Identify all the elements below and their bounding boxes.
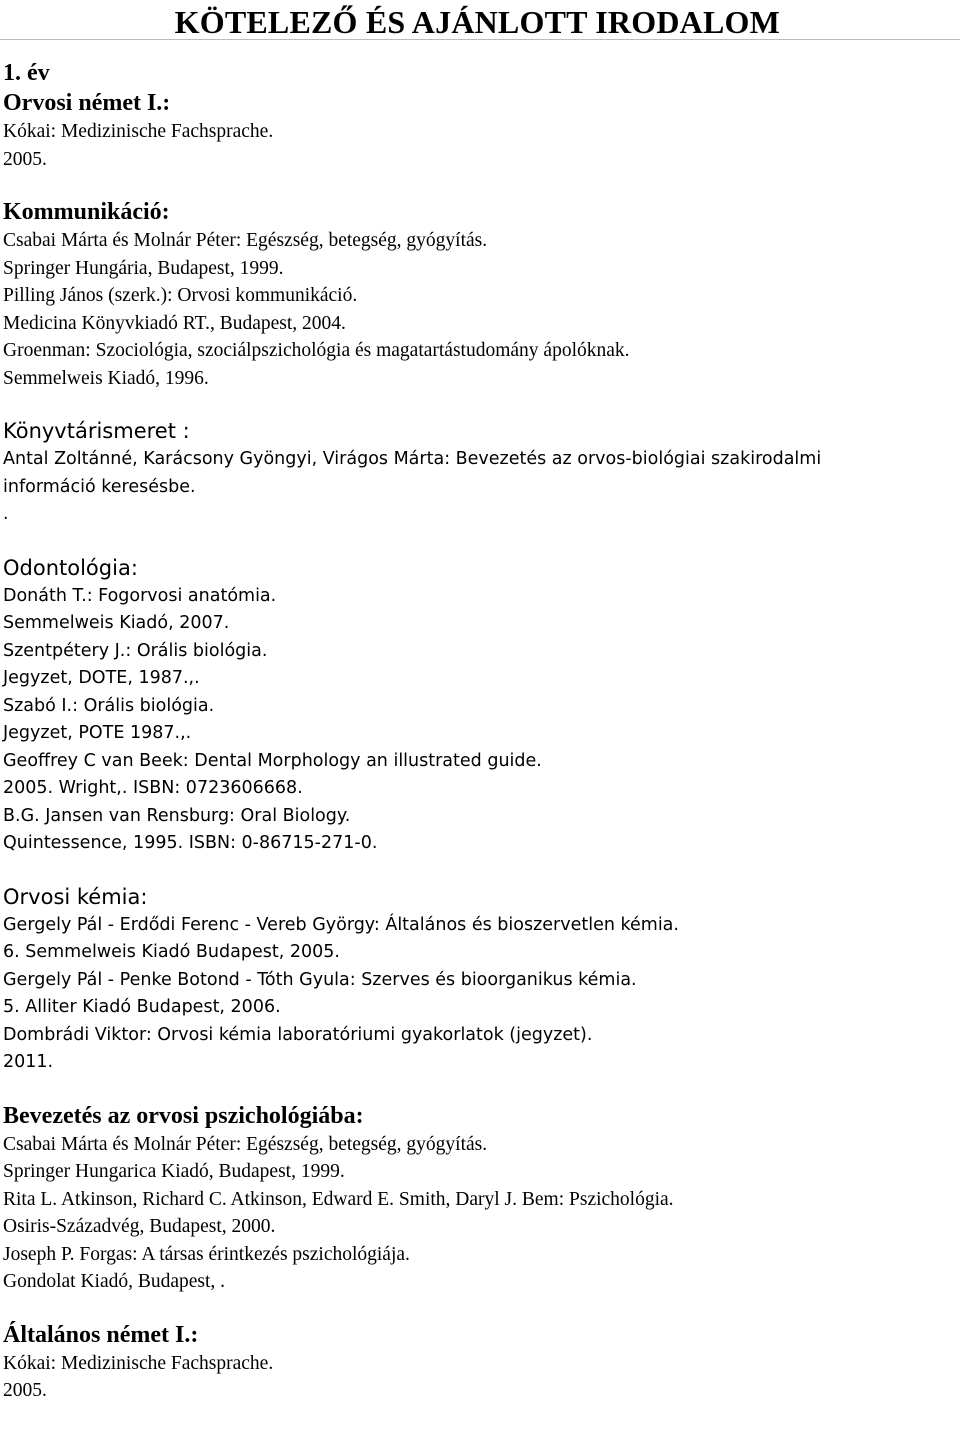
reference-line: 6. Semmelweis Kiadó Budapest, 2005. xyxy=(3,942,340,962)
reference-line: információ keresésbe. xyxy=(3,476,196,497)
reference-line: Jegyzet, DOTE, 1987.,. xyxy=(3,668,200,688)
reference-line: 2011. xyxy=(3,1052,54,1072)
document-title: KÖTELEZŐ ÉS AJÁNLOTT IRODALOM xyxy=(174,4,780,40)
section-heading: Orvosi német I.: xyxy=(3,90,171,116)
year-label: 1. év xyxy=(3,60,50,86)
reference-line: Szabó I.: Orális biológia. xyxy=(3,695,215,716)
sections-container xyxy=(3,88,953,1405)
reference-line: Quintessence, 1995. ISBN: 0-86715-271-0. xyxy=(3,833,378,853)
section-heading: Orvosi kémia: xyxy=(3,884,148,909)
reference-line: Csabai Márta és Molnár Péter: Egészség, betegség, gyógyítás. xyxy=(3,230,488,251)
section-gap xyxy=(3,529,953,553)
reference-line: Dombrádi Viktor: Orvosi kémia laboratóriumi gyakorlatok (jegyzet). xyxy=(3,1024,593,1045)
reference-line: Antal Zoltánné, Karácsony Gyöngyi, Virágos Márta: Bevezetés az orvos-biológiai szakirodalmi xyxy=(3,449,822,469)
reference-line: Rita L. Atkinson, Richard C. Atkinson, Edward E. Smith, Daryl J. Bem: Pszichológia. xyxy=(3,1188,674,1210)
reference-line: Osiris-Századvég, Budapest, 2000. xyxy=(3,1216,276,1237)
reference-line: Szentpétery J.: Orális biológia. xyxy=(3,640,268,661)
reference-line: Kókai: Medizinische Fachsprache. xyxy=(3,1352,274,1374)
section-gap xyxy=(3,173,953,197)
reference-line: Geoffrey C van Beek: Dental Morphology an illustrated guide. xyxy=(3,750,542,771)
reference-line: 2005. xyxy=(3,148,47,170)
section xyxy=(3,197,953,392)
document-body xyxy=(3,58,953,1405)
reference-line: Medicina Könyvkiadó RT., Budapest, 2004. xyxy=(3,312,346,334)
section-gap xyxy=(3,392,953,416)
section-heading: Bevezetés az orvosi pszichológiába: xyxy=(3,1102,364,1129)
reference-line: Springer Hungária, Budapest, 1999. xyxy=(3,257,284,279)
reference-line: Donáth T.: Fogorvosi anatómia. xyxy=(3,585,277,606)
section xyxy=(3,88,953,173)
reference-line: Gergely Pál - Penke Botond - Tóth Gyula: Szerves és bioorganikus kémia. xyxy=(3,969,637,990)
reference-line: Gondolat Kiadó, Budapest, . xyxy=(3,1271,226,1292)
section xyxy=(3,882,953,1077)
section xyxy=(3,1101,953,1296)
section-heading: Általános német I.: xyxy=(3,1321,199,1348)
reference-line: Gergely Pál - Erdődi Ferenc - Vereb György: Általános és bioszervetlen kémia. xyxy=(3,914,679,935)
section-heading: Kommunikáció: xyxy=(3,199,170,225)
section-heading: Odontológia: xyxy=(3,555,138,580)
reference-line: 5. Alliter Kiadó Budapest, 2006. xyxy=(3,997,281,1017)
section-gap xyxy=(3,1296,953,1320)
reference-line: Joseph P. Forgas: A társas érintkezés pszichológiája. xyxy=(3,1243,410,1265)
section-heading: Könyvtárismeret : xyxy=(3,419,190,443)
reference-line: Springer Hungarica Kiadó, Budapest, 1999. xyxy=(3,1161,345,1182)
section-gap xyxy=(3,858,953,882)
reference-line: B.G. Jansen van Rensburg: Oral Biology. xyxy=(3,805,351,826)
reference-line: Csabai Márta és Molnár Péter: Egészség, betegség, gyógyítás. xyxy=(3,1133,488,1155)
reference-line: 2005. Wright,. ISBN: 0723606668. xyxy=(3,778,303,798)
section-gap xyxy=(3,1077,953,1101)
reference-line: 2005. xyxy=(3,1380,47,1401)
reference-line: . xyxy=(3,504,9,524)
section xyxy=(3,416,953,529)
section xyxy=(3,1320,953,1405)
reference-line: Groenman: Szociológia, szociálpszichológia és magatartástudomány ápolóknak. xyxy=(3,340,630,361)
reference-line: Jegyzet, POTE 1987.,. xyxy=(3,723,192,743)
reference-line: Pilling János (szerk.): Orvosi kommunikáció. xyxy=(3,285,358,306)
title-divider xyxy=(0,39,960,40)
reference-line: Kókai: Medizinische Fachsprache. xyxy=(3,121,274,142)
reference-line: Semmelweis Kiadó, 1996. xyxy=(3,367,209,389)
reference-line: Semmelweis Kiadó, 2007. xyxy=(3,613,230,633)
section xyxy=(3,553,953,858)
